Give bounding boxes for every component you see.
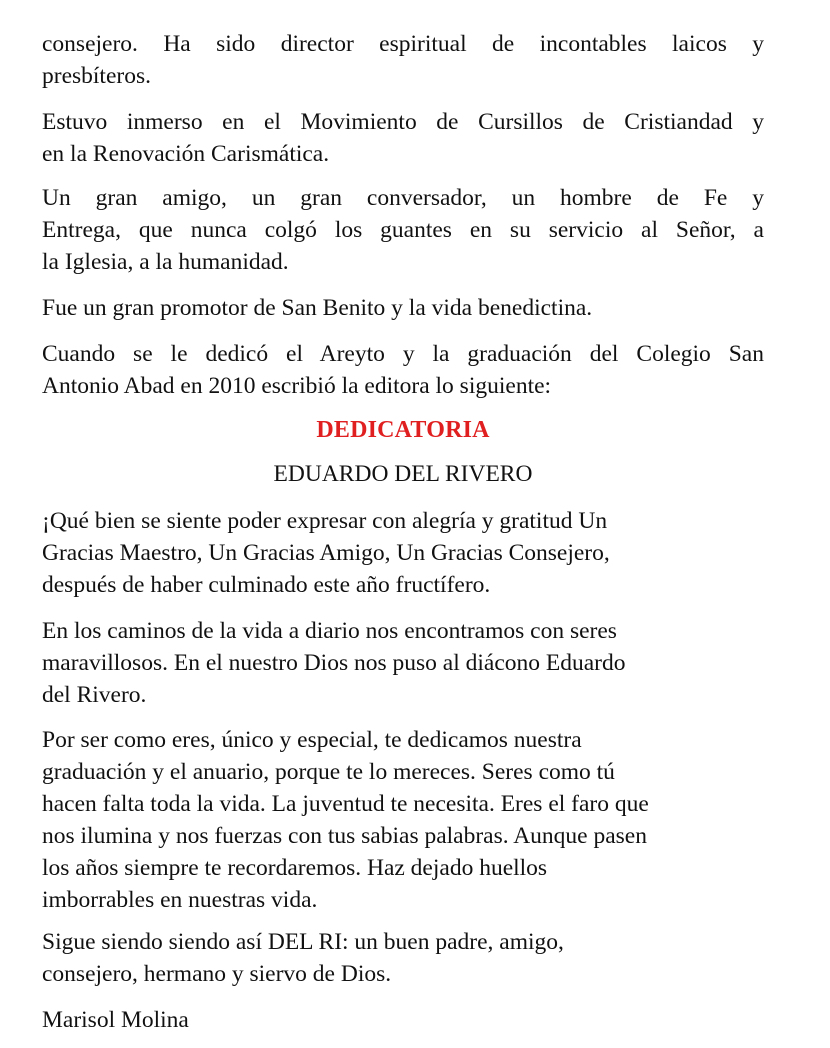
paragraph-line: presbíteros. [42,63,151,89]
paragraph-7 [42,615,764,711]
paragraph-line: imborrables en nuestras vida. [42,887,318,913]
dedication-name: EDUARDO DEL RIVERO [273,461,533,487]
paragraph-3 [42,182,764,278]
paragraph-line: Por ser como eres, único y especial, te dedicamos nuestra [42,727,582,753]
paragraph-line: consejero, hermano y siervo de Dios. [42,961,392,987]
paragraph-line: Entrega, que nunca colgó los guantes en su servicio al Señor, a [42,217,764,243]
paragraph-line: del Rivero. [42,682,147,708]
paragraph-line: Sigue siendo siendo así DEL RI: un buen padre, amigo, [42,929,564,955]
paragraph-1 [42,28,764,92]
paragraph-line: consejero. Ha sido director espiritual de incontables laicos y [42,31,764,57]
paragraph-4 [42,292,764,324]
paragraph-line: En los caminos de la vida a diario nos encontramos con seres [42,618,617,644]
paragraph-line: los años siempre te recordaremos. Haz dejado huellos [42,855,548,881]
signature-name: Marisol Molina [42,1007,189,1033]
paragraph-line: Gracias Maestro, Un Gracias Amigo, Un Gracias Consejero, [42,540,610,566]
paragraph-line: Un gran amigo, un gran conversador, un hombre de Fe y [42,185,764,211]
paragraph-line: la Iglesia, a la humanidad. [42,249,289,275]
paragraph-line: Fue un gran promotor de San Benito y la vida benedictina. [42,295,593,321]
paragraph-8 [42,724,764,916]
paragraph-line: Estuvo inmerso en el Movimiento de Cursillos de Cristiandad y [42,109,764,135]
paragraph-line: nos ilumina y nos fuerzas con tus sabias palabras. Aunque pasen [42,823,647,849]
paragraph-2 [42,106,764,170]
paragraph-line: en la Renovación Carismática. [42,141,330,167]
paragraph-line: hacen falta toda la vida. La juventud te necesita. Eres el faro que [42,791,649,817]
dedication-heading: DEDICATORIA [316,417,490,443]
paragraph-6 [42,505,764,601]
paragraph-line: después de haber culminado este año fructífero. [42,572,491,598]
paragraph-9 [42,926,764,990]
paragraph-5 [42,338,764,402]
paragraph-line: ¡Qué bien se siente poder expresar con alegría y gratitud Un [42,508,608,534]
paragraph-line: Cuando se le dedicó el Areyto y la graduación del Colegio San [42,341,764,367]
paragraph-line: maravillosos. En el nuestro Dios nos puso al diácono Eduardo [42,650,626,676]
document-page [42,0,764,1048]
paragraph-line: graduación y el anuario, porque te lo mereces. Seres como tú [42,759,615,785]
paragraph-line: Antonio Abad en 2010 escribió la editora lo siguiente: [42,373,552,399]
